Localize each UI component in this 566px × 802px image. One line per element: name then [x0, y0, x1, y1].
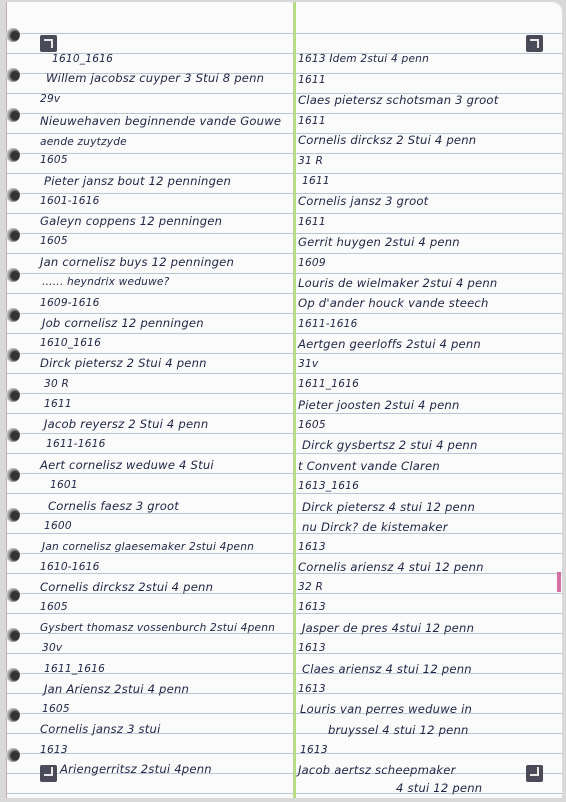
- handwritten-line: 1601-1616: [40, 195, 100, 207]
- binding-hole: [6, 268, 20, 282]
- handwritten-line: 1613: [40, 744, 68, 756]
- handwritten-line: Job cornelisz 12 penningen: [42, 316, 204, 330]
- handwritten-line: 1611: [298, 216, 326, 228]
- binding-hole: [6, 348, 20, 362]
- binding-hole: [6, 628, 20, 642]
- handwritten-line: 1613: [298, 601, 326, 613]
- handwritten-line: bruyssel 4 stui 12 penn: [328, 723, 469, 737]
- handwritten-line: t Convent vande Claren: [298, 459, 440, 473]
- handwritten-line: 1605: [40, 154, 68, 166]
- handwritten-line: 1610_1616: [52, 53, 114, 65]
- handwritten-line: 1611: [44, 398, 72, 410]
- binding-hole: [6, 708, 20, 722]
- handwritten-line: Aert cornelisz weduwe 4 Stui: [40, 458, 214, 472]
- handwritten-line: Pieter joosten 2stui 4 penn: [298, 398, 460, 412]
- binding-hole: [6, 588, 20, 602]
- handwritten-line: Dirck pietersz 2 Stui 4 penn: [40, 356, 207, 370]
- handwritten-line: Galeyn coppens 12 penningen: [40, 214, 223, 228]
- handwritten-line: Jasper de pres 4stui 12 penn: [302, 621, 475, 635]
- handwritten-line: Cornelis jansz 3 stui: [40, 722, 161, 736]
- handwritten-line: Cornelis ariensz 4 stui 12 penn: [298, 560, 484, 574]
- handwritten-line: Louris van perres weduwe in: [300, 702, 473, 716]
- handwritten-line: Cornelis dircksz 2stui 4 penn: [40, 580, 214, 594]
- handwritten-line: Dirck gysbertsz 2 stui 4 penn: [302, 438, 478, 452]
- handwritten-line: Jan cornelisz glaesemaker 2stui 4penn: [42, 541, 255, 553]
- corner-mark-icon: [40, 765, 57, 782]
- handwritten-line: Jacob reyersz 2 Stui 4 penn: [44, 417, 209, 431]
- handwritten-line: Cornelis faesz 3 groot: [48, 499, 180, 513]
- handwritten-line: 1609: [298, 257, 326, 269]
- handwritten-line: Jacob aertsz scheepmaker: [298, 763, 456, 777]
- handwritten-line: 1610-1616: [40, 561, 100, 573]
- notebook-page: [6, 2, 562, 798]
- page-tab-marker: [557, 572, 561, 592]
- handwritten-line: 1611-1616: [46, 438, 106, 450]
- handwritten-line: aende zuytzyde: [40, 136, 127, 148]
- handwritten-line: 29v: [40, 93, 61, 105]
- binding-hole: [6, 468, 20, 482]
- spiral-binding: [6, 2, 26, 798]
- handwritten-line: Gysbert thomasz vossenburch 2stui 4penn: [40, 622, 276, 634]
- handwritten-line: Cornelis dircksz 2 Stui 4 penn: [298, 133, 477, 147]
- handwritten-line: 1613 Idem 2stui 4 penn: [298, 53, 429, 65]
- handwritten-line: 1600: [44, 520, 72, 532]
- handwritten-line: 1611: [298, 115, 326, 127]
- handwritten-line: nu Dirck? de kistemaker: [302, 520, 448, 534]
- handwritten-line: 30v: [42, 642, 63, 654]
- handwritten-line: 1613: [298, 683, 326, 695]
- handwritten-line: 31 R: [298, 155, 324, 167]
- corner-mark-icon: [526, 35, 543, 52]
- binding-hole: [6, 508, 20, 522]
- handwritten-line: 30 R: [44, 378, 70, 390]
- binding-hole: [6, 668, 20, 682]
- handwritten-line: Gerrit huygen 2stui 4 penn: [298, 235, 460, 249]
- handwritten-line: 1611-1616: [298, 318, 358, 330]
- handwritten-line: 32 R: [298, 581, 324, 593]
- handwritten-line: 1611: [302, 175, 330, 187]
- binding-hole: [6, 428, 20, 442]
- handwritten-line: Dirck pietersz 4 stui 12 penn: [302, 500, 475, 514]
- handwritten-line: 1611_1616: [44, 663, 106, 675]
- handwritten-line: 1605: [40, 601, 68, 613]
- corner-mark-icon: [40, 35, 57, 52]
- center-fold-line: [293, 2, 296, 798]
- binding-hole: [6, 148, 20, 162]
- handwritten-line: 1605: [40, 235, 68, 247]
- handwritten-line: Ariengerritsz 2stui 4penn: [60, 762, 212, 776]
- handwritten-line: Op d'ander houck vande steech: [298, 296, 489, 310]
- binding-hole: [6, 108, 20, 122]
- handwritten-line: Louris de wielmaker 2stui 4 penn: [298, 276, 498, 290]
- handwritten-line: Pieter jansz bout 12 penningen: [44, 174, 232, 188]
- handwritten-line: 4 stui 12 penn: [396, 781, 483, 795]
- handwritten-line: 1601: [50, 479, 78, 491]
- binding-hole: [6, 548, 20, 562]
- handwritten-line: Claes ariensz 4 stui 12 penn: [302, 662, 472, 676]
- handwritten-line: 1613: [300, 744, 328, 756]
- handwritten-line: Aertgen geerloffs 2stui 4 penn: [298, 337, 481, 351]
- handwritten-line: Claes pietersz schotsman 3 groot: [298, 93, 499, 107]
- handwritten-line: 1610_1616: [40, 337, 102, 349]
- handwritten-line: 1613: [298, 642, 326, 654]
- handwritten-line: 1609-1616: [40, 297, 100, 309]
- binding-hole: [6, 68, 20, 82]
- corner-mark-icon: [526, 765, 543, 782]
- handwritten-line: Jan Ariensz 2stui 4 penn: [44, 682, 190, 696]
- binding-hole: [6, 228, 20, 242]
- binding-hole: [6, 388, 20, 402]
- binding-hole: [6, 28, 20, 42]
- handwritten-line: Nieuwehaven beginnende vande Gouwe: [40, 114, 282, 128]
- binding-hole: [6, 748, 20, 762]
- handwritten-line: 1611_1616: [298, 378, 360, 390]
- handwritten-line: 1613: [298, 541, 326, 553]
- handwritten-line: Willem jacobsz cuyper 3 Stui 8 penn: [46, 71, 265, 85]
- handwritten-line: 1611: [298, 74, 326, 86]
- handwritten-line: Jan cornelisz buys 12 penningen: [40, 255, 235, 269]
- handwritten-line: ...... heyndrix weduwe?: [42, 276, 170, 288]
- handwritten-line: 1613_1616: [298, 480, 360, 492]
- handwritten-line: 31v: [298, 358, 319, 370]
- handwritten-line: 1605: [42, 703, 70, 715]
- binding-hole: [6, 308, 20, 322]
- handwritten-line: 1605: [298, 419, 326, 431]
- handwritten-line: Cornelis jansz 3 groot: [298, 194, 429, 208]
- binding-hole: [6, 188, 20, 202]
